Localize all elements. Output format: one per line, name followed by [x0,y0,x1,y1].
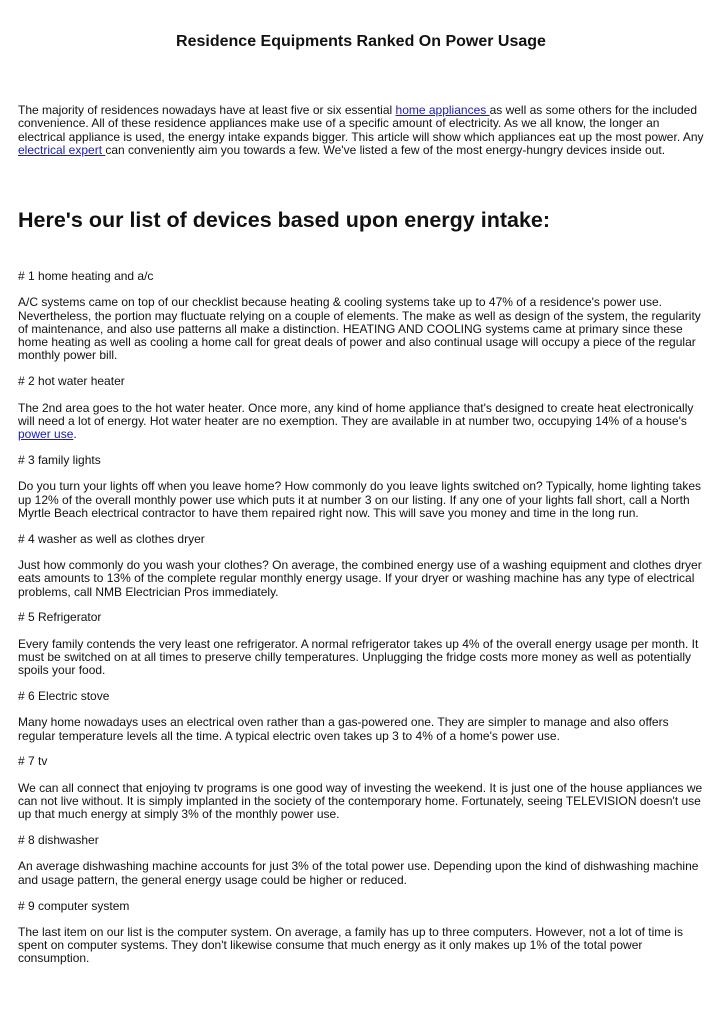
intro-text-1: The majority of residences nowadays have at least five or six essential [18,103,396,117]
intro-paragraph [18,104,708,157]
intro-text-2: as well as some others for the included convenience. All of these residence appliances make use of a specific amount of electricity. As we all know, the longer an electrical appliance is used, the energy intake expands bigger. This article will show which appliances eat up the most power. Any [18,103,704,144]
item-title: # 4 washer as well as clothes dryer [18,531,205,546]
list-item-tv [18,755,708,821]
list-item-washer-dryer [18,533,708,599]
item-body: Do you turn your lights off when you leave home? How commonly do you leave lights switched on? Typically, home lighting takes up 12% of the overall monthly power use which puts it at number 3 on our listing. If any one of your lights fall short, call a North Myrtle Beach electrical contractor to have them repaired right now. This will save you money and time in the long run. [18,479,702,520]
item-body: An average dishwashing machine accounts for just 3% of the total power use. Depending upon the kind of dishwashing machine and usage pattern, the general energy usage could be higher or reduced. [18,859,699,887]
power-use-link[interactable]: power use [18,427,74,442]
intro-text-3: can conveniently aim you towards a few. We've listed a few of the most energy-hungry devices inside out. [105,142,666,157]
electrical-expert-link[interactable]: electrical expert [18,142,106,157]
item-body: We can all connect that enjoying tv programs is one good way of investing the weekend. It is just one of the house appliances we can not live without. It is simply implanted in the society of the contemporary home. Fortunately, seeing TELEVISION doesn't use up that much energy at simply 3% of the monthly power use. [18,780,703,822]
item-body [18,402,708,442]
item-body: Just how commonly do you wash your clothes? On average, the combined energy use of a washing equipment and clothes dryer eats amounts to 13% of the complete regular monthly energy usage. If your dryer or washing machine has any type of electrical problems, call NMB Electrician Pros immediately. [18,557,702,599]
item-title: # 1 home heating and a/c [18,269,154,283]
item-title: # 5 Refrigerator [18,610,102,625]
list-item-dishwasher [18,834,708,887]
item-title: # 6 Electric stove [18,689,110,704]
list-item-computer [18,900,708,966]
home-appliances-link[interactable]: home appliances [395,103,490,117]
list-item-heating-ac [18,270,708,363]
item-body: A/C systems came on top of our checklist because heating & cooling systems take up to 47% of a residence's power use. Nevertheless, the portion may fluctuate relying on a couple of elements. The make as well as design of the system, the regularity of maintenance, and also use patterns all make a distinction. HEATING AND COOLING systems came at primary since these home heating as well as cooling a home call for great deals of power and also continual usage will occupy a piece of the regular monthly power bill. [18,295,701,363]
section-heading: Here's our list of devices based upon energy intake: [18,208,551,232]
appliance-list [18,270,708,978]
document-title: Residence Equipments Ranked On Power Usage [176,33,546,50]
item-title: # 9 computer system [18,898,130,913]
item-body-end: . [73,427,77,442]
list-item-lights [18,454,708,520]
item-body: The last item on our list is the computer system. On average, a family has up to three computers. However, not a lot of time is spent on computer systems. They don't likewise consume that much energy as it only makes up 1% of the total power consumption. [18,924,683,966]
item-title: # 3 family lights [18,452,101,467]
item-title: # 8 dishwasher [18,833,99,848]
list-item-refrigerator [18,611,708,677]
item-title: # 7 tv [18,754,48,769]
list-item-electric-stove [18,690,708,743]
list-item-water-heater [18,375,708,441]
item-title: # 2 hot water heater [18,374,125,389]
item-body: Every family contends the very least one refrigerator. A normal refrigerator takes up 4% of the overall energy usage per month. It must be switched on at all times to preserve chilly temperatures. Unplugging the fridge costs more money as well as potentially spoils your food. [18,636,699,678]
item-body: Many home nowadays uses an electrical oven rather than a gas-powered one. They are simpler to manage and also offers regular temperature levels all the time. A typical electric oven takes up 3 to 4% of a home's power use. [18,715,669,743]
item-body-text: The 2nd area goes to the hot water heater. Once more, any kind of home appliance that's designed to create heat electronically will need a lot of energy. Hot water heater are no exemption. They are available in at number two, occupying 14% of a house's [18,400,694,428]
